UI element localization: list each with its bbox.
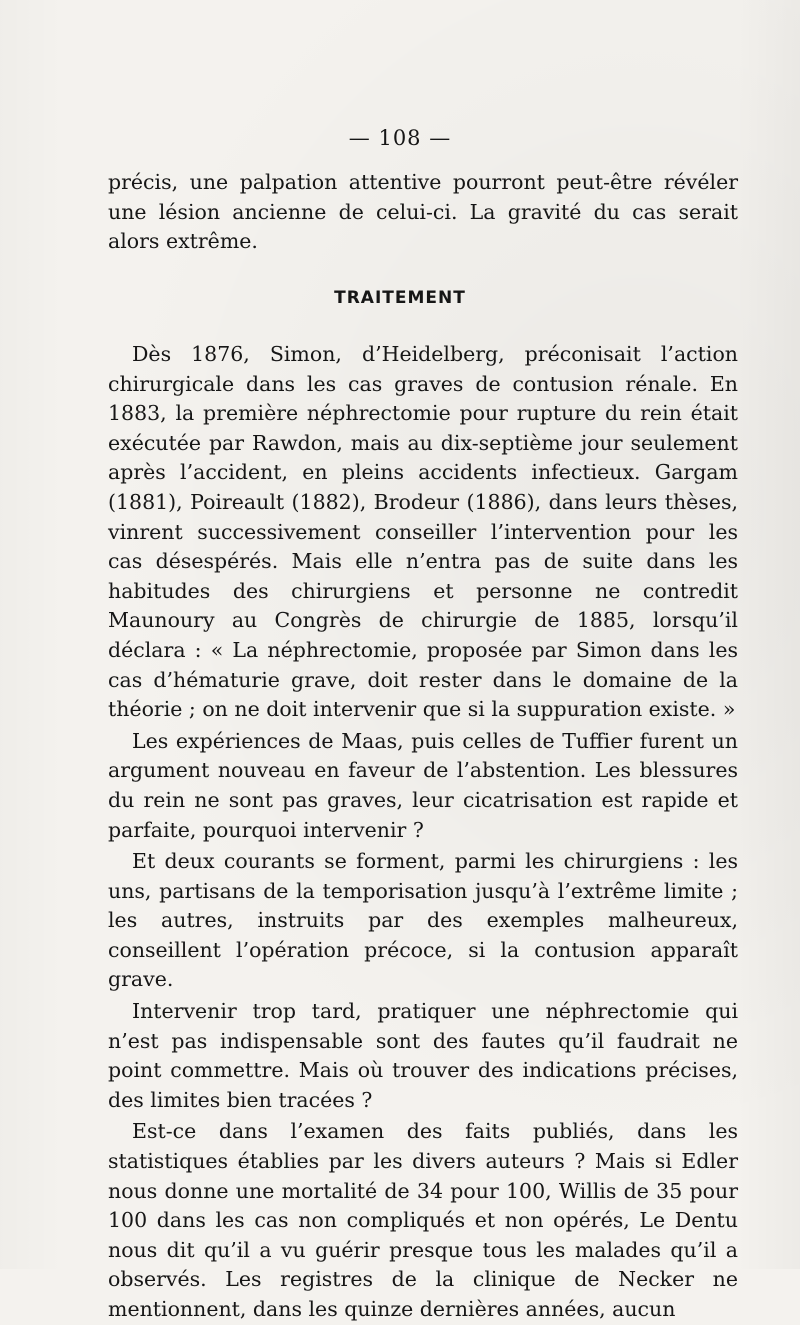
intro-text xyxy=(108,168,738,257)
intro-paragraph: précis, une palpation attentive pourront peut-être révéler une lésion ancienne de celui-ci. La gravité du cas serait alors extrême. xyxy=(108,170,738,254)
paragraph-3: Et deux courants se forment, parmi les chirurgiens : les uns, partisans de la temporisation jusqu’à l’extrême limite ; les autres, instruits par des exemples malheureux, conseillent l’opération précoce, si la contusion apparaît grave. xyxy=(108,849,738,992)
paragraph-5: Est-ce dans l’examen des faits publiés, dans les statistiques établies par les divers auteurs ? Mais si Edler nous donne une mortalité de 34 pour 100, Willis de 35 pour 100 dans les cas non compliqués et non opérés, Le Dentu nous dit qu’il a vu guérir presque tous les malades qu’il a observés. Les registres de la clinique de Necker ne mentionnent, dans les quinze dernières années, aucun xyxy=(108,1119,738,1321)
paragraph-4: Intervenir trop tard, pratiquer une néphrectomie qui n’est pas indispensable sont des fautes qu’il faudrait ne point commettre. Mais où trouver des indications précises, des limites bien tracées ? xyxy=(108,999,738,1112)
body-text xyxy=(108,340,738,1325)
paragraph-2: Les expériences de Maas, puis celles de Tuffier furent un argument nouveau en faveur de l’abstention. Les blessures du rein ne sont pas graves, leur cicatrisation est rapide et parfaite, pourquoi intervenir ? xyxy=(108,728,738,842)
page-number: — 108 — xyxy=(348,126,452,150)
paragraph-1: Dès 1876, Simon, d’Heidelberg, préconisait l’action chirurgicale dans les cas graves de contusion rénale. En 1883, la première néphrectomie pour rupture du rein était exécutée par Rawdon, mais au dix-septième jour seulement après l’accident, en pleins accidents infectieux. Gargam (1881), Poireault (1882), Brodeur (1886), dans leurs thèses, vinrent successivement conseiller l’intervention pour les cas désespérés. Mais elle n’entra pas de suite dans les habitudes des chirurgiens et personne ne contredit Maunoury au Congrès de chirurgie de 1885, lorsqu’il déclara : « La néphrectomie, proposée par Simon dans les cas d’hématurie grave, doit rester dans le domaine de la théorie ; on ne doit intervenir que si la suppuration existe. » xyxy=(108,342,738,722)
section-heading: TRAITEMENT xyxy=(334,288,466,308)
